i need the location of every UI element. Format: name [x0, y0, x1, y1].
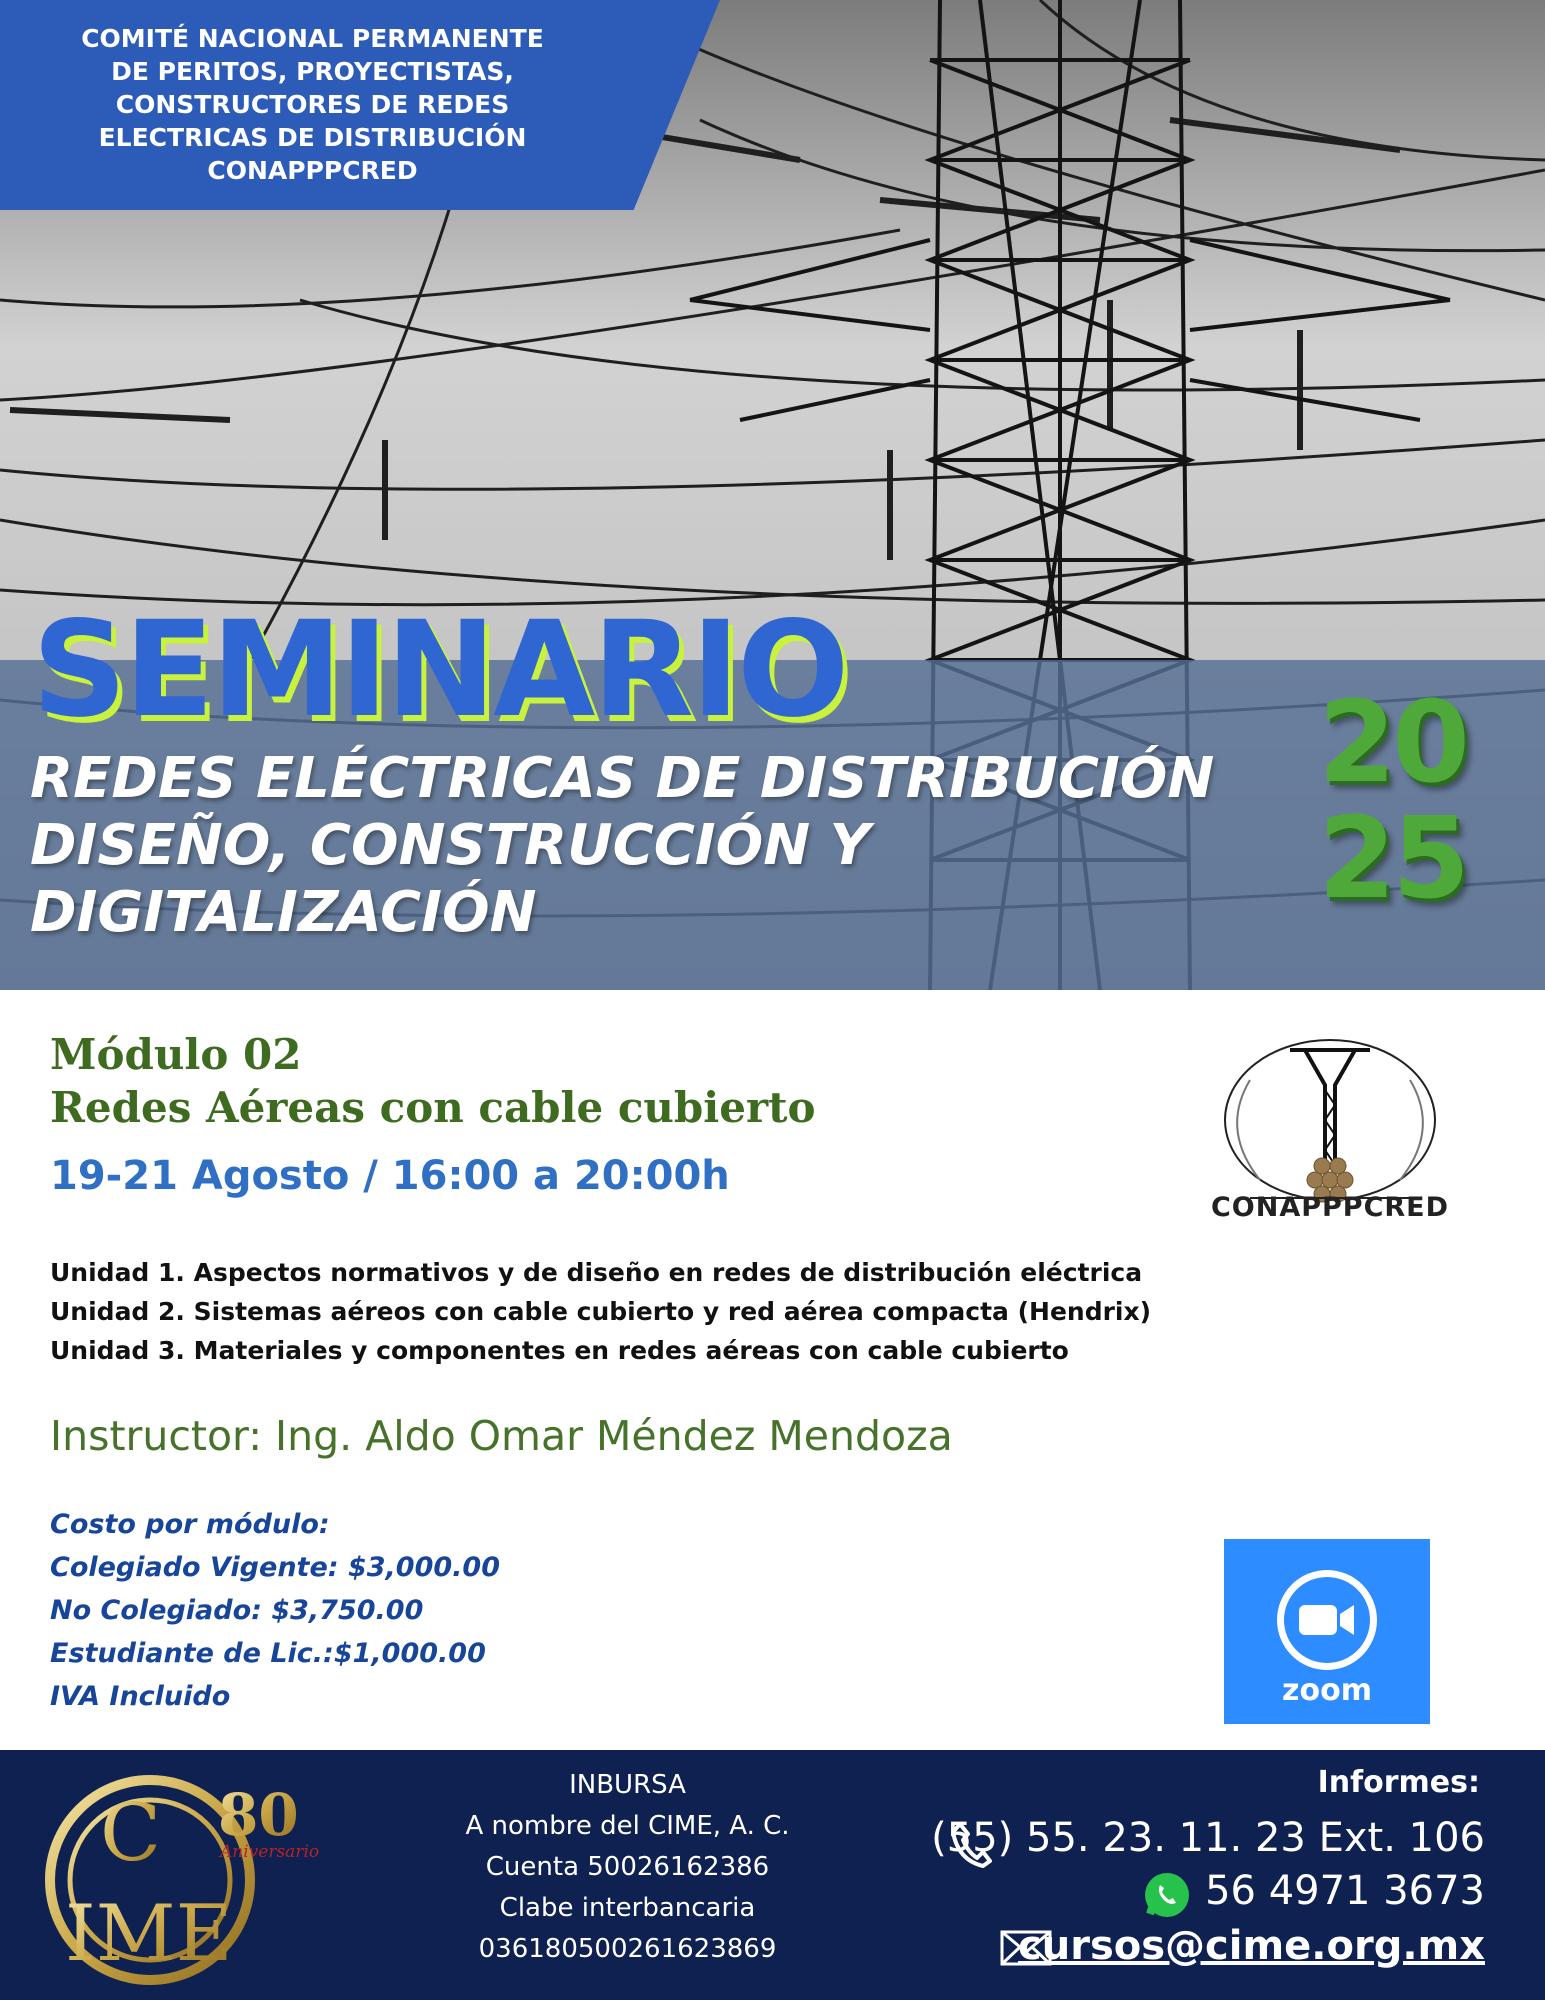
year-top: 20 [1318, 678, 1466, 808]
cime-logo-bottom-letters: IME [65, 1889, 233, 1979]
module-title: Redes Aéreas con cable cubierto [50, 1083, 816, 1132]
module-number: Módulo 02 [50, 1030, 302, 1079]
instructor-name: Instructor: Ing. Aldo Omar Méndez Mendoza [50, 1412, 953, 1460]
cost-heading: Costo por módulo: [50, 1509, 330, 1540]
module-dates: 19-21 Agosto / 16:00 a 20:00h [50, 1153, 730, 1199]
year-badge [1312, 678, 1472, 924]
phone-number[interactable]: (55) 55. 23. 11. 23 Ext. 106 [931, 1815, 1485, 1861]
committee-line: CONAPPPCRED [207, 156, 418, 185]
bank-info [440, 1765, 815, 1970]
anniversary-text: Aniversario [220, 1842, 320, 1862]
cost-item: Colegiado Vigente: $3,000.00 [50, 1552, 500, 1583]
subtitle-line: DISEÑO, CONSTRUCCIÓN Y [30, 813, 871, 878]
cime-logo-top-letter: C [100, 1786, 162, 1879]
cost-note: IVA Incluido [50, 1681, 231, 1712]
zoom-label: zoom [1282, 1673, 1372, 1708]
committee-line: ELECTRICAS DE DISTRIBUCIÓN [98, 123, 527, 152]
committee-line: CONSTRUCTORES DE REDES [115, 90, 510, 119]
seminar-title: SEMINARIO [32, 593, 847, 747]
anniversary-number: 80 [218, 1781, 299, 1849]
cost-list [50, 1503, 500, 1718]
bank-line: A nombre del CIME, A. C. [465, 1811, 790, 1841]
bank-line: 036180500261623869 [478, 1934, 777, 1964]
seminar-subtitle [30, 745, 1290, 946]
year-bottom: 25 [1318, 794, 1466, 924]
unit-item: Unidad 2. Sistemas aéreos con cable cubierto y red aérea compacta (Hendrix) [50, 1297, 1152, 1326]
cime-80-anniversary-logo [40, 1760, 360, 1995]
cost-item: No Colegiado: $3,750.00 [50, 1595, 424, 1626]
email-link[interactable]: cursos@cime.org.mx [1018, 1923, 1485, 1969]
committee-name [0, 22, 625, 187]
bank-line: Cuenta 50026162386 [485, 1852, 770, 1882]
video-camera-icon [1274, 1567, 1380, 1673]
zoom-tile[interactable] [1224, 1539, 1430, 1724]
subtitle-line: DIGITALIZACIÓN [30, 880, 537, 945]
unit-item: Unidad 1. Aspectos normativos y de diseño en redes de distribución eléctrica [50, 1258, 1143, 1287]
informes-label: Informes: [1317, 1765, 1480, 1800]
subtitle-line: REDES ELÉCTRICAS DE DISTRIBUCIÓN [30, 746, 1215, 811]
cost-item: Estudiante de Lic.:$1,000.00 [50, 1638, 486, 1669]
bank-line: INBURSA [569, 1770, 686, 1800]
whatsapp-icon [1142, 1870, 1192, 1920]
unit-item: Unidad 3. Materiales y componentes en redes aéreas con cable cubierto [50, 1336, 1069, 1365]
committee-line: DE PERITOS, PROYECTISTAS, [111, 57, 514, 86]
org-logo-name: CONAPPPCRED [1210, 1192, 1450, 1223]
committee-line: COMITÉ NACIONAL PERMANENTE [81, 24, 544, 53]
units-list [50, 1253, 1151, 1370]
bank-line: Clabe interbancaria [499, 1893, 756, 1923]
whatsapp-number[interactable]: 56 4971 3673 [1205, 1868, 1485, 1914]
